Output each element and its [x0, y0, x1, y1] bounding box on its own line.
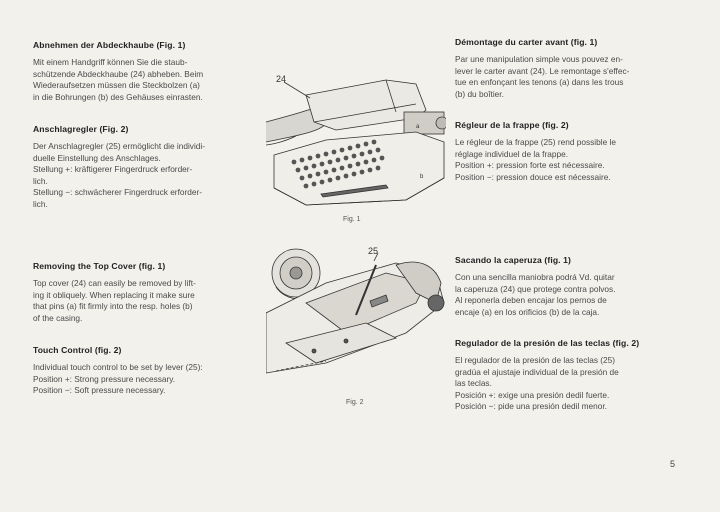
touch-control-illustration: [266, 243, 446, 388]
text-line: Position −: Soft pressure necessary.: [33, 385, 166, 396]
text-line: (b) du boîtier.: [455, 88, 504, 99]
text-line: la caperuza (24) que protege contra polvos.: [455, 283, 616, 294]
text-line: Al reponerla deben encajar los pernos de: [455, 295, 607, 306]
section-title: Anschlagregler (Fig. 2): [33, 124, 129, 134]
text-line: Position −: pression douce est nécessaire.: [455, 171, 611, 182]
section-touch-control: [33, 345, 203, 397]
text-line: Mit einem Handgriff können Sie die staub-: [33, 57, 188, 67]
section-regulador: [455, 338, 639, 413]
text-line: Le régleur de la frappe (25) rend possible le: [455, 137, 616, 147]
label-24: 24: [276, 74, 287, 84]
text-line: las teclas.: [455, 378, 492, 389]
label-25: 25: [368, 246, 379, 256]
text-line: gradúa el ajustaje individual de la presión de: [455, 366, 619, 377]
text-line: Con una sencilla maniobra podrá Vd. quitar: [455, 272, 615, 282]
text-line: Position +: pression forte est nécessaire.: [455, 160, 605, 171]
text-line: Position +: Strong pressure necessary.: [33, 373, 176, 384]
figure-2-touch-control: [266, 243, 446, 388]
text-line: duelle Einstellung des Anschlages.: [33, 152, 161, 163]
text-line: Wiederaufsetzen müssen die Steckbolzen (a): [33, 80, 200, 91]
section-title: Removing the Top Cover (fig. 1): [33, 261, 166, 271]
text-line: Individual touch control to be set by lever (25):: [33, 362, 203, 372]
text-line: encaje (a) en los orificios (b) de la caja.: [455, 306, 600, 317]
section-removing-top-cover: [33, 261, 196, 324]
text-line: ing it obliquely. When replacing it make sure: [33, 289, 195, 300]
text-line: réglage individuel de la frappe.: [455, 148, 569, 159]
text-line: Posición +: exige una presión dedil fuerte.: [455, 389, 610, 400]
section-abnehmen: [33, 40, 203, 103]
figure-1-typewriter-cover: [266, 70, 446, 210]
section-title: Regulador de la presión de las teclas (fig. 2): [455, 338, 640, 348]
section-title: Régleur de la frappe (fig. 2): [455, 120, 569, 130]
text-line: tue en enfonçant les tenons (a) dans les trous: [455, 77, 624, 88]
text-line: that pins (a) fit firmly into the resp. holes (b): [33, 301, 193, 312]
text-line: Der Anschlagregler (25) ermöglicht die individi-: [33, 141, 206, 151]
label-a: a: [416, 124, 420, 130]
page-number: 5: [670, 459, 676, 469]
text-line: Top cover (24) can easily be removed by lift-: [33, 278, 196, 288]
typewriter-illustration: [266, 70, 446, 210]
section-demontage: [455, 37, 629, 100]
section-sacando: [455, 255, 616, 318]
text-line: Stellung −: schwächerer Fingerdruck erforder-: [33, 187, 203, 198]
text-line: lich.: [33, 175, 48, 186]
text-line: El regulador de la presión de las teclas (25): [455, 355, 616, 365]
section-regleur: [455, 120, 616, 183]
text-line: Stellung +: kräftigerer Fingerdruck erforder-: [33, 164, 193, 175]
text-line: lich.: [33, 198, 48, 209]
figure-1-caption: Fig. 1: [343, 216, 361, 223]
label-b: b: [420, 174, 424, 180]
section-title: Abnehmen der Abdeckhaube (Fig. 1): [33, 40, 186, 50]
text-line: schützende Abdeckhaube (24) abheben. Beim: [33, 68, 204, 79]
section-title: Démontage du carter avant (fig. 1): [455, 37, 598, 47]
text-line: lever le carter avant (24). Le remontage s'effec-: [455, 65, 630, 76]
section-title: Touch Control (fig. 2): [33, 345, 122, 355]
text-line: Par une manipulation simple vous pouvez en-: [455, 54, 623, 64]
text-line: of the casing.: [33, 312, 83, 323]
section-anschlagregler: [33, 124, 205, 211]
section-title: Sacando la caperuza (fig. 1): [455, 255, 571, 265]
text-line: in die Bohrungen (b) des Gehäuses einrasten.: [33, 91, 203, 102]
figure-2-caption: Fig. 2: [346, 399, 364, 406]
text-line: Posición −: pide una presión dedil menor.: [455, 401, 607, 412]
